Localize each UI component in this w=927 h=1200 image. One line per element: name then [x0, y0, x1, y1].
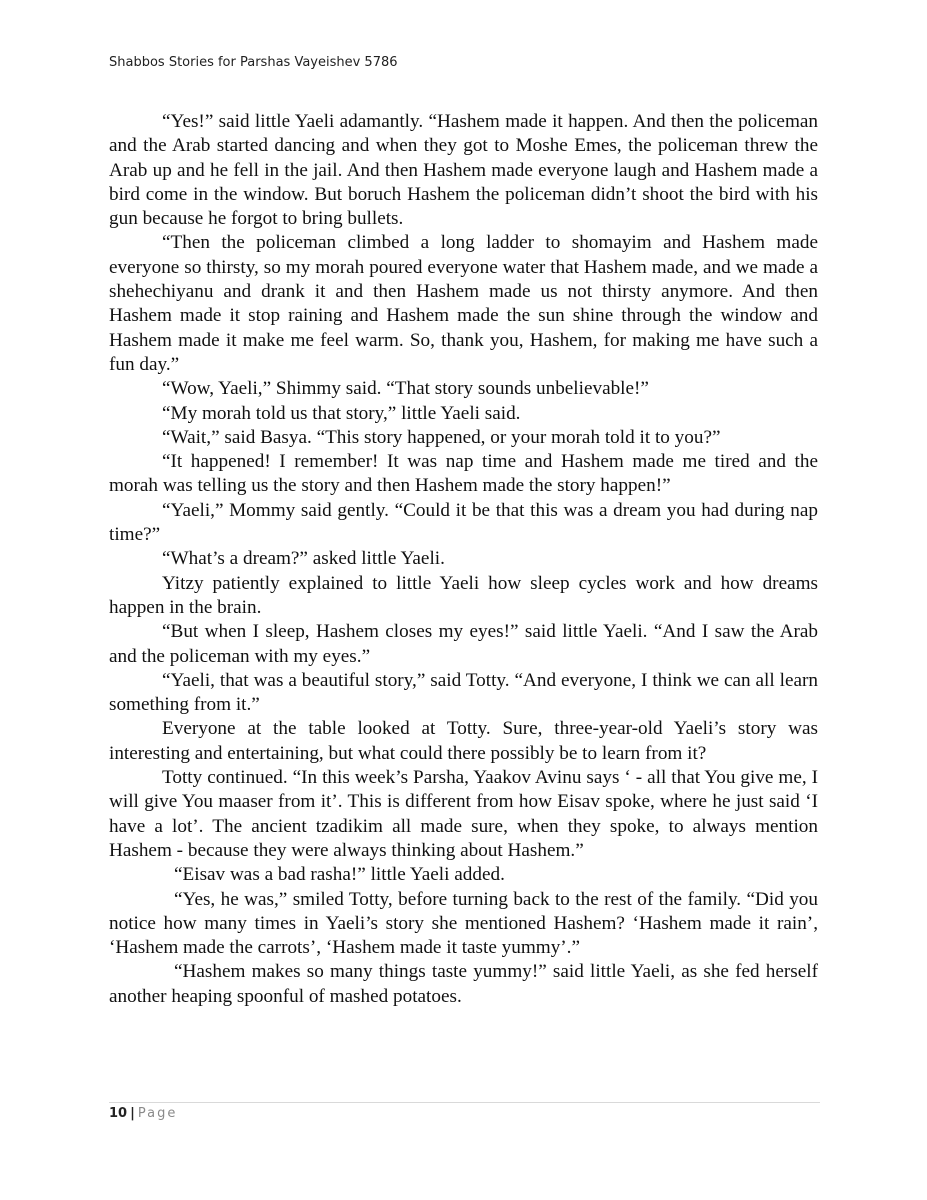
paragraph: “My morah told us that story,” little Yaeli said.	[162, 402, 521, 424]
paragraph: Yitzy patiently explained to little Yaeli how sleep cycles work and how dreams happen in the brain.	[109, 572, 818, 618]
page-number: 10	[109, 1106, 128, 1121]
paragraph: “Hashem makes so many things taste yummy!” said little Yaeli, as she fed herself another heaping spoonful of mashed potatoes.	[109, 961, 818, 1007]
paragraph: “It happened! I remember! It was nap time and Hashem made me tired and the morah was telling us the story and then Hashem made the story happen!”	[109, 451, 818, 497]
paragraph: “Wait,” said Basya. “This story happened, or your morah told it to you?”	[162, 426, 721, 448]
page-footer	[109, 1106, 177, 1121]
footer-separator: |	[130, 1106, 135, 1121]
paragraph: Everyone at the table looked at Totty. Sure, three-year-old Yaeli’s story was interesting and entertaining, but what could there possibly be to learn from it?	[109, 718, 818, 764]
paragraph: “What’s a dream?” asked little Yaeli.	[162, 548, 445, 570]
paragraph: “Eisav was a bad rasha!” little Yaeli added.	[174, 864, 505, 886]
footer-divider	[109, 1102, 820, 1103]
paragraph: “Then the policeman climbed a long ladder to shomayim and Hashem made everyone so thirsty, so my morah poured everyone water that Hashem made, and we made a shehechiyanu and drank it and then Hashem made us not thirsty anymore. And then Hashem made it stop raining and Hashem made the sun shine through the window and Hashem made it make me feel warm. So, thank you, Hashem, for making me have such a fun day.”	[109, 232, 818, 375]
paragraph: “Yaeli, that was a beautiful story,” said Totty. “And everyone, I think we can all learn something from it.”	[109, 669, 818, 716]
paragraph: “But when I sleep, Hashem closes my eyes!” said little Yaeli. “And I saw the Arab and the policeman with my eyes.”	[109, 621, 818, 667]
story-body	[109, 110, 818, 1009]
running-header: Shabbos Stories for Parshas Vayeishev 5786	[109, 55, 398, 70]
paragraph: Totty continued. “In this week’s Parsha, Yaakov Avinu says ‘ - all that You give me, I will give You maaser from it’. This is different from how Eisav spoke, where he just said ‘I have a lot’. The ancient tzadikim all made sure, when they spoke, to always mention Hashem - because they were always thinking about Hashem.”	[109, 767, 818, 861]
paragraph: “Wow, Yaeli,” Shimmy said. “That story sounds unbelievable!”	[162, 378, 649, 400]
page-label: Page	[137, 1106, 178, 1121]
paragraph: “Yes, he was,” smiled Totty, before turning back to the rest of the family. “Did you notice how many times in Yaeli’s story she mentioned Hashem? ‘Hashem made it rain’, ‘Hashem made the carrots’, ‘Hashem made it taste yummy’.”	[109, 888, 818, 959]
paragraph: “Yaeli,” Mommy said gently. “Could it be that this was a dream you had during nap time?”	[109, 499, 818, 546]
paragraph: “Yes!” said little Yaeli adamantly. “Hashem made it happen. And then the policeman and the Arab started dancing and when they got to Moshe Emes, the policeman threw the Arab up and he fell in the jail. And then Hashem made everyone laugh and Hashem made a bird come in the window. But boruch Hashem the policeman didn’t shoot the bird with his gun because he forgot to bring bullets.	[109, 111, 818, 230]
